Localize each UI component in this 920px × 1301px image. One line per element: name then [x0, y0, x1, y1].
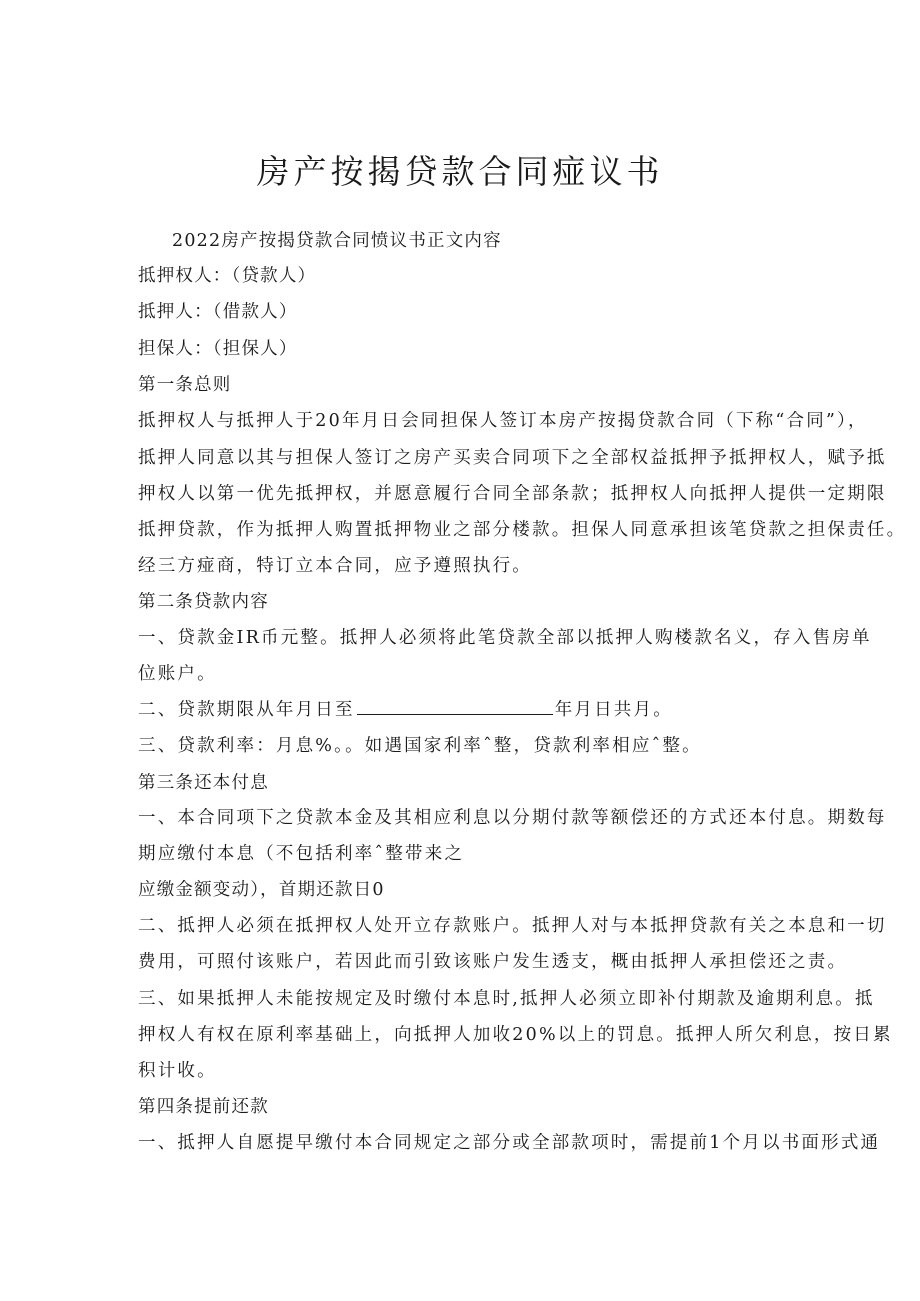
article4-heading: 第四条提前还款 [138, 1097, 269, 1117]
article3-item1-line: 期应缴付本息（不包括利率ˆ整带来之 [138, 844, 465, 864]
article3-item3-line: 积计收。 [138, 1061, 217, 1081]
article1-line: 经三方痖商，特订立本合同，应予遵照执行。 [138, 556, 532, 576]
article2-item1-line: 位账户。 [138, 664, 217, 684]
party-guarantor: 担保人：（担保人） [138, 339, 298, 359]
article3-item1-line: 应缴金额变动），首期还款日0 [138, 880, 385, 900]
article1-line: 抵押贷款，作为抵押人购置抵押物业之部分楼款。担保人同意承担该笔贷款之担保责任。 [138, 520, 907, 540]
article3-item3-line: 三、如果抵押人未能按规定及时缴付本息时,抵押人必须立即补付期款及逾期利息。抵 [138, 989, 875, 1009]
article2-item3: 三、贷款利率：月息%。。如遇国家利率ˆ整，贷款利率相应ˆ整。 [138, 736, 702, 756]
article2-item2-before: 二、贷款期限从年月日至 [138, 700, 355, 720]
blank-underline [357, 698, 553, 715]
party-mortgagor: 抵押人：（借款人） [138, 302, 298, 322]
article1-line: 抵押权人与抵押人于20年月日会同担保人签订本房产按揭贷款合同（下称“合同”）， [138, 411, 868, 431]
party-mortgagee: 抵押权人：（贷款人） [138, 266, 317, 286]
article3-item2-line: 费用，可照付该账户，若因此而引致该账户发生透支，概由抵押人承担偿还之责。 [138, 952, 848, 972]
article2-heading: 第二条贷款内容 [138, 592, 269, 612]
article1-line: 押权人以第一优先抵押权，并愿意履行合同全部条款；抵押权人向抵押人提供一定期限 [138, 484, 887, 504]
article3-heading: 第三条还本付息 [138, 773, 269, 793]
article3-item3-line: 押权人有权在原利率基础上，向抵押人加收20%以上的罚息。抵押人所欠利息，按日累 [138, 1025, 893, 1045]
article4-item1-line: 一、抵押人自愿提早缴付本合同规定之部分或全部款项时，需提前1个月以书面形式通 [138, 1133, 881, 1153]
document-title: 房产按揭贷款合同痖议书 [256, 152, 664, 191]
article2-item1-line: 一、贷款金IR币元整。抵押人必须将此笔贷款全部以抵押人购楼款名义，存入售房单 [138, 628, 872, 648]
article3-item2-line: 二、抵押人必须在抵押权人处开立存款账户。抵押人对与本抵押贷款有关之本息和一切 [138, 916, 887, 936]
article3-item1-line: 一、本合同项下之贷款本金及其相应利息以分期付款等额偿还的方式还本付息。期数每 [138, 808, 887, 828]
article1-heading: 第一条总则 [138, 375, 232, 395]
article1-line: 抵押人同意以其与担保人签订之房产买卖合同项下之全部权益抵押予抵押权人，赋予抵 [138, 448, 887, 468]
article2-item2 [138, 698, 673, 722]
article2-item2-after: 年月日共月。 [554, 700, 673, 720]
document-subtitle: 2022房产按揭贷款合同愤议书正文内容 [172, 231, 502, 251]
